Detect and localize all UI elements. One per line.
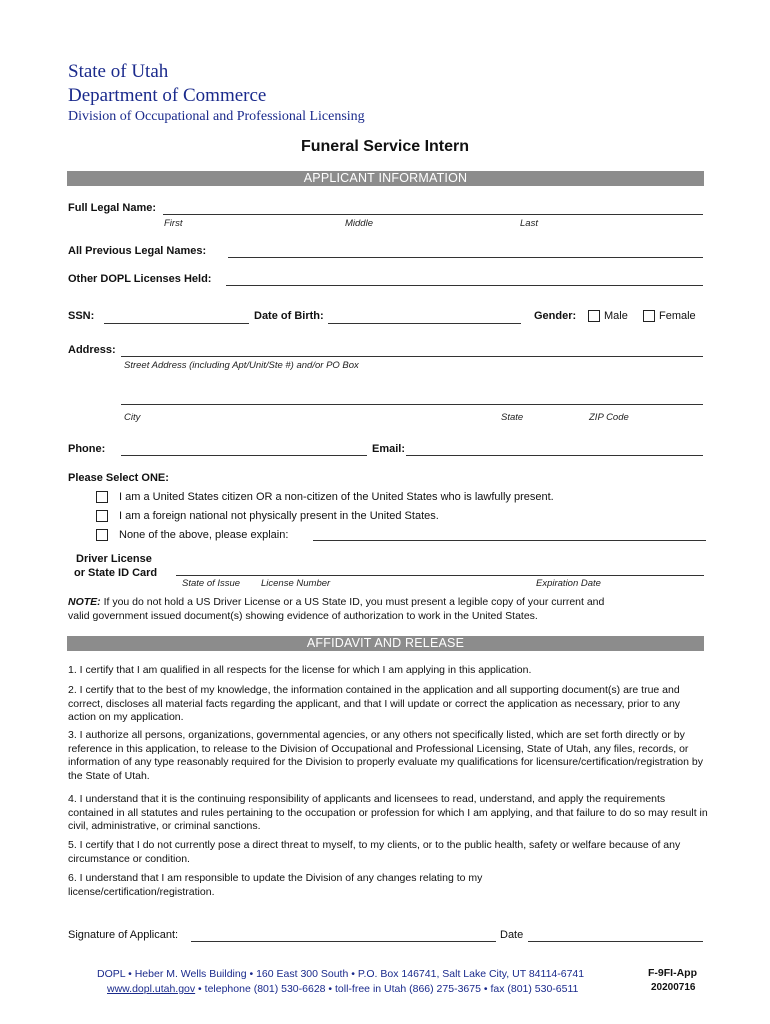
expiration-date-hint: Expiration Date xyxy=(536,578,601,589)
gender-female-label: Female xyxy=(659,310,696,322)
full-legal-name-field[interactable] xyxy=(163,214,703,215)
street-address-field[interactable] xyxy=(121,356,703,357)
dopl-website-link[interactable]: www.dopl.utah.gov xyxy=(107,983,196,995)
footer-phones: • telephone (801) 530-6628 • toll-free in Utah (866) 275-3675 • fax (801) 530-6511 xyxy=(195,983,579,995)
department-title: Department of Commerce xyxy=(68,85,267,106)
form-title: Funeral Service Intern xyxy=(300,138,470,155)
gender-female-checkbox[interactable] xyxy=(643,310,655,322)
first-name-hint: First xyxy=(164,218,183,229)
explain-field[interactable] xyxy=(313,540,706,541)
previous-legal-names-field[interactable] xyxy=(228,257,703,258)
zip-hint: ZIP Code xyxy=(589,412,629,423)
affidavit-item-5: 5. I certify that I do not currently pose a direct threat to myself, to my clients, or to the public health, safety or welfare because of any circumstance or condition. xyxy=(68,839,681,865)
previous-legal-names-label: All Previous Legal Names: xyxy=(68,245,207,257)
city-hint: City xyxy=(124,412,141,423)
foreign-national-option-label: I am a foreign national not physically present in the United States. xyxy=(119,510,439,522)
applicant-information-heading: APPLICANT INFORMATION xyxy=(67,171,704,186)
footer-contact xyxy=(107,983,578,995)
signature-field[interactable] xyxy=(191,941,496,942)
none-option-label: None of the above, please explain: xyxy=(119,529,289,541)
note-line1: If you do not hold a US Driver License or a US State ID, you must present a legible copy of your current and xyxy=(100,596,605,608)
signature-date-field[interactable] xyxy=(528,941,703,942)
driver-license-label-line2: or State ID Card xyxy=(74,567,158,579)
state-title: State of Utah xyxy=(68,61,169,82)
street-address-hint: Street Address (including Apt/Unit/Ste #) and/or PO Box xyxy=(124,360,359,371)
driver-license-label-line1: Driver License xyxy=(76,553,152,565)
affidavit-item-2: 2. I certify that to the best of my knowledge, the information contained in the application and all supporting document(s) are true and correct, discloses all material facts regarding the applicant, and that I will update or correct the application as necessary, prior to any action on my application. xyxy=(68,684,681,723)
dob-field[interactable] xyxy=(328,323,521,324)
dob-label: Date of Birth: xyxy=(254,310,324,322)
footer-address: DOPL • Heber M. Wells Building • 160 East 300 South • P.O. Box 146741, Salt Lake City, UT 84114-6741 xyxy=(97,968,585,980)
license-number-hint: License Number xyxy=(261,578,331,589)
full-legal-name-label: Full Legal Name: xyxy=(68,202,157,214)
none-option-checkbox[interactable] xyxy=(96,529,108,541)
affidavit-item-4: 4. I understand that it is the continuing responsibility of applicants and licensees to read, understand, and apply the requirements contained in all statutes and rules pertaining to the occupation or profession for which I am applying, and that failure to do so may result in civil, administrative, or criminal sanctions. xyxy=(68,793,708,832)
form-id: F-9FI-App xyxy=(648,967,697,979)
gender-male-label: Male xyxy=(604,310,628,322)
middle-name-hint: Middle xyxy=(345,218,373,229)
citizen-option-checkbox[interactable] xyxy=(96,491,108,503)
affidavit-item-6: 6. I understand that I am responsible to update the Division of any changes relating to my license/certification/registration. xyxy=(68,872,483,898)
select-one-label: Please Select ONE: xyxy=(68,472,169,484)
last-name-hint: Last xyxy=(520,218,538,229)
state-hint: State xyxy=(501,412,524,423)
city-state-zip-field[interactable] xyxy=(121,404,703,405)
affidavit-item-3: 3. I authorize all persons, organizations, governmental agencies, or any others not specifically listed, which are set forth directly or by reference in this application, to release to the Division of Occupational and Professional Licensing, State of Utah, any files, records, or information of any type reasonably required for the Division to properly evaluate my qualifications for licensure/certification/registration by the State of Utah. xyxy=(68,729,703,782)
division-title: Division of Occupational and Professional Licensing xyxy=(68,109,365,124)
gender-label: Gender: xyxy=(534,310,577,322)
affidavit-heading: AFFIDAVIT AND RELEASE xyxy=(67,636,704,651)
email-label: Email: xyxy=(372,443,406,455)
date-label: Date xyxy=(500,929,524,941)
citizen-option-label: I am a United States citizen OR a non-citizen of the United States who is lawfully present. xyxy=(119,491,554,503)
ssn-label: SSN: xyxy=(68,310,95,322)
ssn-field[interactable] xyxy=(104,323,249,324)
affidavit-item-1: 1. I certify that I am qualified in all respects for the license for which I am applying in this application. xyxy=(68,664,532,676)
form-version-date: 20200716 xyxy=(651,982,696,993)
note-paragraph xyxy=(68,595,708,623)
note-line2: valid government issued document(s) showing evidence of authorization to work in the United States. xyxy=(68,610,538,622)
other-licenses-field[interactable] xyxy=(226,285,703,286)
foreign-national-option-checkbox[interactable] xyxy=(96,510,108,522)
gender-male-checkbox[interactable] xyxy=(588,310,600,322)
email-field[interactable] xyxy=(406,455,703,456)
other-licenses-label: Other DOPL Licenses Held: xyxy=(68,273,212,285)
note-bold: NOTE: xyxy=(68,596,101,608)
signature-label: Signature of Applicant: xyxy=(68,929,179,941)
driver-license-field[interactable] xyxy=(176,575,704,576)
address-label: Address: xyxy=(68,344,116,356)
phone-label: Phone: xyxy=(68,443,106,455)
phone-field[interactable] xyxy=(121,455,367,456)
state-of-issue-hint: State of Issue xyxy=(182,578,241,589)
